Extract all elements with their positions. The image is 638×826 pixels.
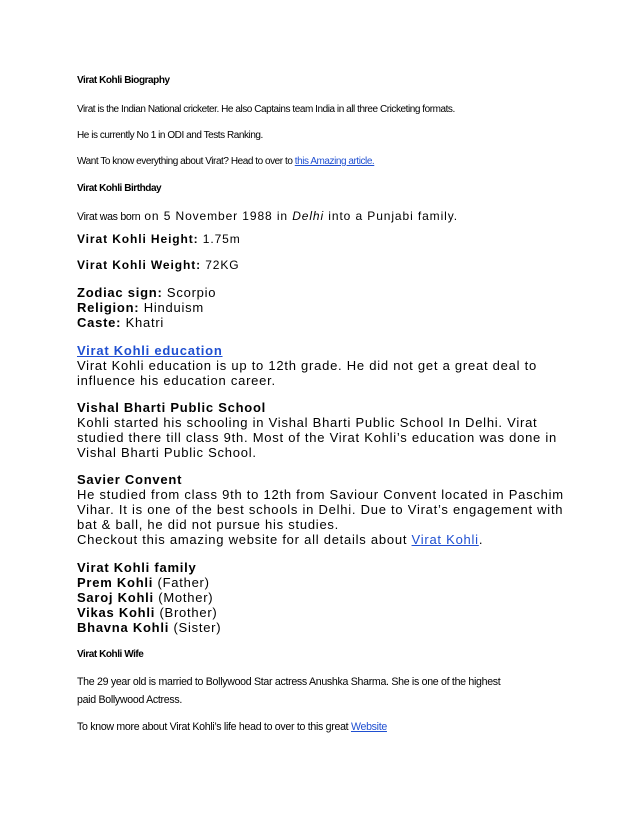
school-line-3: Vishal Bharti Public School.: [77, 445, 257, 460]
bio-line-1: Virat is the Indian National cricketer. He also Captains team India in all three Cricketing formats.: [77, 104, 455, 115]
website-link[interactable]: Website: [350, 721, 387, 733]
birthday-place: Delhi: [292, 209, 325, 223]
education-line-2: influence his education career.: [77, 373, 276, 388]
height-value: 1.75m: [198, 232, 241, 246]
height-line: [77, 232, 241, 247]
weight-label: Virat Kohli Weight:: [77, 258, 201, 272]
convent-line-3: bat & ball, he did not pursue his studies.: [77, 517, 340, 532]
birthday-title: Virat Kohli Birthday: [77, 183, 162, 194]
convent-line-4: [77, 532, 483, 547]
family-member: [77, 605, 218, 620]
school-line-1: Kohli started his schooling in Vishal Bharti Public School In Delhi. Virat: [77, 415, 538, 430]
religion-label: Religion:: [77, 300, 140, 315]
wife-line-3-text: To know more about Virat Kohli’s life head to over to this great: [77, 721, 351, 733]
family-member: [77, 575, 210, 590]
caste-line: [77, 315, 164, 330]
family-member-relation: (Mother): [153, 590, 214, 605]
bio-title: Virat Kohli Biography: [77, 75, 170, 86]
convent-line-4-text: Checkout this amazing website for all details about: [77, 532, 412, 547]
zodiac-line: [77, 285, 216, 300]
bio-line-2: He is currently No 1 in ODI and Tests Ranking.: [77, 130, 263, 141]
education-link[interactable]: Virat Kohli education: [77, 343, 223, 358]
wife-line-3: [77, 721, 387, 734]
school-title: Vishal Bharti Public School: [77, 400, 267, 415]
wife-line-1: The 29 year old is married to Bollywood Star actress Anushka Sharma. She is one of the highest: [77, 676, 501, 688]
caste-value: Khatri: [121, 315, 165, 330]
family-member-name: Prem Kohli: [77, 575, 154, 590]
religion-line: [77, 300, 204, 315]
birthday-on: on 5 November 1988 in: [144, 209, 293, 223]
weight-line: [77, 258, 240, 273]
birthday-line: [77, 207, 458, 225]
family-member-name: Vikas Kohli: [77, 605, 156, 620]
family-member-relation: (Father): [153, 575, 210, 590]
convent-line-2: Vihar. It is one of the best schools in Delhi. Due to Virat’s engagement with: [77, 502, 564, 517]
family-title: Virat Kohli family: [77, 560, 197, 575]
family-member-relation: (Sister): [169, 620, 222, 635]
caste-label: Caste:: [77, 315, 122, 330]
family-member-name: Bhavna Kohli: [77, 620, 170, 635]
bio-line-3-text: Want To know everything about Virat? Head to over to: [77, 156, 295, 167]
birthday-prefix: Virat was born: [77, 211, 141, 223]
religion-value: Hinduism: [139, 300, 204, 315]
family-member-relation: (Brother): [155, 605, 218, 620]
education-line-1: Virat Kohli education is up to 12th grade. He did not get a great deal to: [77, 358, 537, 373]
zodiac-value: Scorpio: [162, 285, 217, 300]
family-member: [77, 620, 221, 635]
height-label: Virat Kohli Height:: [77, 232, 199, 246]
convent-title: Savier Convent: [77, 472, 183, 487]
weight-value: 72KG: [201, 258, 240, 272]
birthday-suffix: into a Punjabi family.: [324, 209, 458, 223]
amazing-article-link[interactable]: this Amazing article.: [294, 156, 375, 167]
school-line-2: studied there till class 9th. Most of the Virat Kohli’s education was done in: [77, 430, 558, 445]
family-member: [77, 590, 213, 605]
family-member-name: Saroj Kohli: [77, 590, 154, 605]
education-heading: [77, 343, 223, 358]
wife-title: Virat Kohli Wife: [77, 649, 144, 660]
bio-line-3: [77, 155, 374, 168]
zodiac-label: Zodiac sign:: [77, 285, 163, 300]
virat-kohli-link[interactable]: Virat Kohli: [411, 532, 479, 547]
convent-line-4-end: .: [478, 532, 484, 547]
wife-line-2: paid Bollywood Actress.: [77, 694, 182, 706]
convent-line-1: He studied from class 9th to 12th from Saviour Convent located in Paschim: [77, 487, 564, 502]
